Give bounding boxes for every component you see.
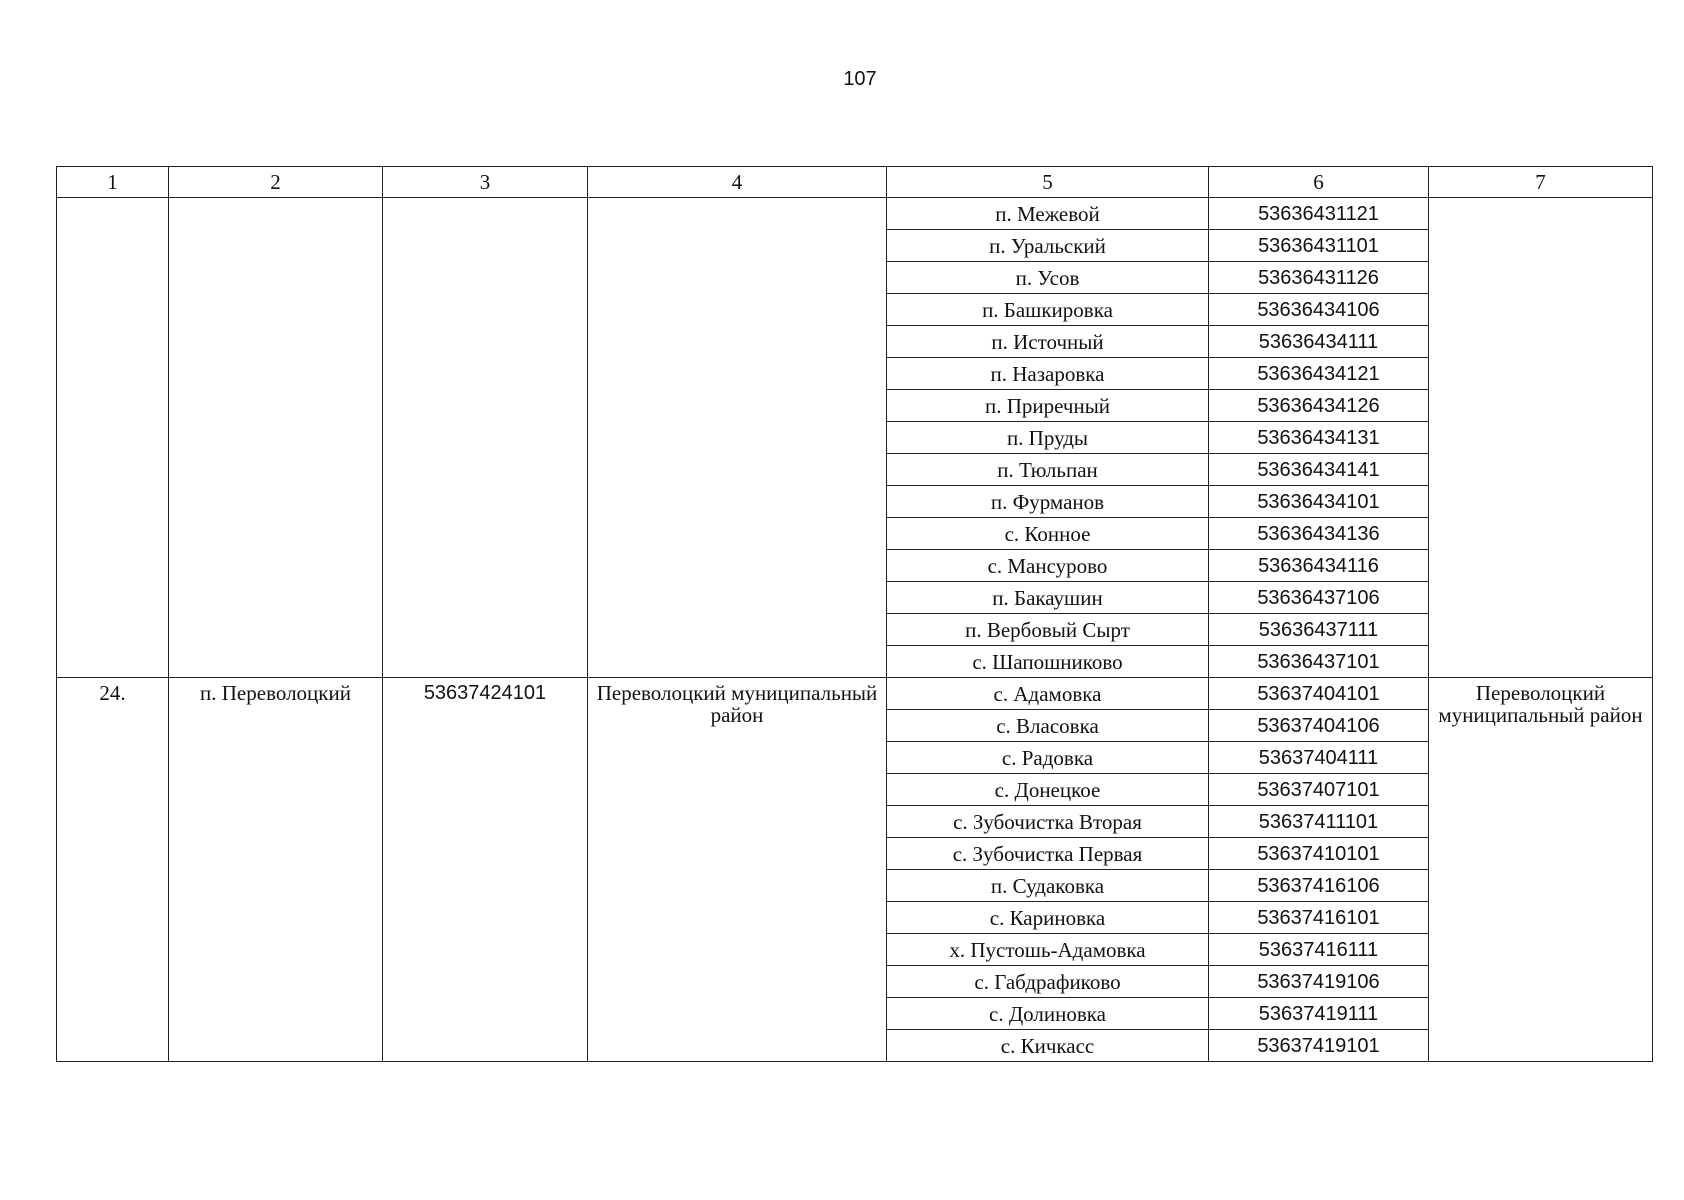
table-row	[57, 678, 1653, 710]
settlement-code: 53636434116	[1209, 550, 1429, 582]
settlement-name: п. Бакаушин	[887, 582, 1209, 614]
column-header: 2	[169, 167, 383, 198]
empty-cell	[169, 198, 383, 678]
settlement-code: 53636434111	[1209, 326, 1429, 358]
settlement-code: 53637407101	[1209, 774, 1429, 806]
empty-cell	[588, 198, 887, 678]
settlement-name: с. Зубочистка Вторая	[887, 806, 1209, 838]
settlement-name: п. Назаровка	[887, 358, 1209, 390]
settlement-code: 53637419106	[1209, 966, 1429, 998]
entry-number: 24.	[57, 678, 169, 1062]
settlement-code: 53637404101	[1209, 678, 1429, 710]
settlement-name: с. Зубочистка Первая	[887, 838, 1209, 870]
settlement-name: с. Донецкое	[887, 774, 1209, 806]
settlement-name: с. Мансурово	[887, 550, 1209, 582]
settlement-code: 53637416111	[1209, 934, 1429, 966]
settlement-name: с. Габдрафиково	[887, 966, 1209, 998]
empty-cell	[1429, 198, 1653, 678]
settlement-name: с. Радовка	[887, 742, 1209, 774]
settlement-name: п. Межевой	[887, 198, 1209, 230]
settlement-name: п. Судаковка	[887, 870, 1209, 902]
page-number: 107	[843, 68, 877, 90]
settlement-code: 53637411101	[1209, 806, 1429, 838]
settlement-name: п. Тюльпан	[887, 454, 1209, 486]
settlement-name: п. Вербовый Сырт	[887, 614, 1209, 646]
settlement-name: с. Шапошниково	[887, 646, 1209, 678]
settlement-code: 53636437111	[1209, 614, 1429, 646]
settlement-name: п. Фурманов	[887, 486, 1209, 518]
admin-center: п. Переволоцкий	[169, 678, 383, 1062]
settlement-name: п. Источный	[887, 326, 1209, 358]
settlement-name: п. Приречный	[887, 390, 1209, 422]
header-row	[57, 167, 1653, 198]
column-header: 3	[383, 167, 588, 198]
settlement-code: 53636431121	[1209, 198, 1429, 230]
column-header: 1	[57, 167, 169, 198]
continued-block	[57, 198, 1653, 678]
empty-cell	[383, 198, 588, 678]
settlement-name: х. Пустошь-Адамовка	[887, 934, 1209, 966]
settlements-table	[56, 166, 1653, 1062]
column-header: 6	[1209, 167, 1429, 198]
settlement-code: 53636434121	[1209, 358, 1429, 390]
empty-cell	[57, 198, 169, 678]
settlement-code: 53636434131	[1209, 422, 1429, 454]
settlement-code: 53636434101	[1209, 486, 1429, 518]
column-header: 4	[588, 167, 887, 198]
settlement-name: п. Башкировка	[887, 294, 1209, 326]
settlement-name: п. Уральский	[887, 230, 1209, 262]
settlement-code: 53637419111	[1209, 998, 1429, 1030]
settlement-name: с. Власовка	[887, 710, 1209, 742]
settlement-code: 53636437101	[1209, 646, 1429, 678]
settlement-code: 53637416101	[1209, 902, 1429, 934]
settlement-code: 53636431126	[1209, 262, 1429, 294]
settlement-name: с. Кичкасс	[887, 1030, 1209, 1062]
settlement-code: 53636431101	[1209, 230, 1429, 262]
settlement-name: с. Долиновка	[887, 998, 1209, 1030]
settlement-code: 53637419101	[1209, 1030, 1429, 1062]
settlement-code: 53636434141	[1209, 454, 1429, 486]
settlement-code: 53636434126	[1209, 390, 1429, 422]
admin-center-code: 53637424101	[383, 678, 588, 1062]
settlement-name: с. Конное	[887, 518, 1209, 550]
settlement-name: с. Кариновка	[887, 902, 1209, 934]
area-name: Переволоцкий муниципальный район	[1429, 678, 1653, 1062]
settlement-code: 53637404106	[1209, 710, 1429, 742]
settlement-code: 53637404111	[1209, 742, 1429, 774]
column-header: 5	[887, 167, 1209, 198]
settlement-code: 53636434136	[1209, 518, 1429, 550]
settlement-name: п. Усов	[887, 262, 1209, 294]
settlement-code: 53637416106	[1209, 870, 1429, 902]
entry-24-block	[57, 678, 1653, 1062]
settlement-name: с. Адамовка	[887, 678, 1209, 710]
table-row	[57, 198, 1653, 230]
district-name: Переволоцкий муниципальный район	[588, 678, 887, 1062]
settlement-name: п. Пруды	[887, 422, 1209, 454]
settlement-code: 53636434106	[1209, 294, 1429, 326]
settlement-code: 53637410101	[1209, 838, 1429, 870]
settlement-code: 53636437106	[1209, 582, 1429, 614]
column-header: 7	[1429, 167, 1653, 198]
